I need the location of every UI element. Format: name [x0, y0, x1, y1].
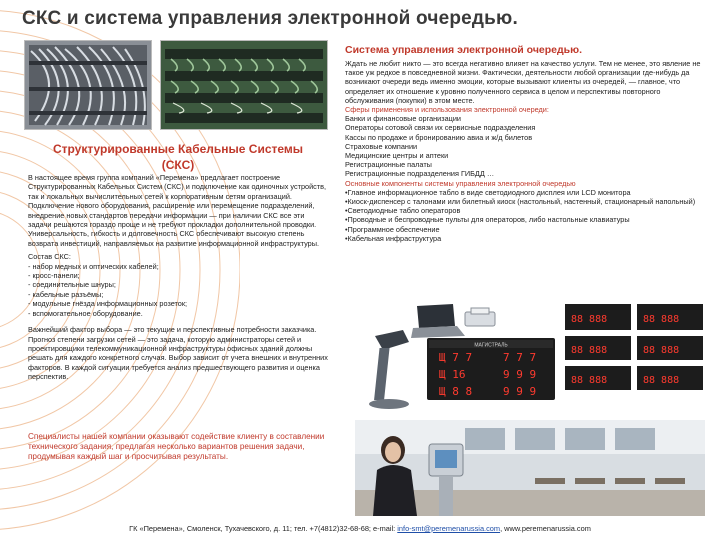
queue-heading: Система управления электронной очередью. — [345, 44, 583, 56]
sks-note: Специалисты нашей компании оказывают содействие клиенту в составлении технического задания, предлагая несколько вариантов решения задачи, продумывая каждый шаг и просчитывая результаты. — [28, 432, 325, 462]
operator-displays — [565, 304, 703, 390]
list-item: Кассы по продаже и бронированию авиа и ж/д билетов — [345, 132, 533, 142]
list-item: Медицинские центры и аптеки — [345, 151, 449, 161]
footer-email-link[interactable]: info-smt@peremenarussia.com — [397, 524, 501, 533]
sks-description — [28, 173, 328, 386]
list-item: - модульные гнёзда информационных розеток; — [28, 299, 188, 309]
service-hall-photo — [355, 420, 705, 516]
queue-equipment-image — [345, 296, 707, 414]
svg-text:88 888: 88 888 — [571, 375, 608, 386]
list-item: •Программное обеспечение — [345, 224, 440, 234]
board-row-right: 9 9 9 — [503, 385, 537, 398]
svg-text:88 888: 88 888 — [643, 345, 680, 356]
main-display-board — [427, 338, 555, 400]
queue-spheres-title: Сферы применения и использования электронной очереди: — [345, 105, 549, 115]
list-item: Операторы сотовой связи их сервисные подразделения — [345, 123, 536, 133]
board-row-right: 7 7 7 — [503, 351, 537, 364]
footer-contacts — [0, 524, 720, 533]
board-header: МАГИСТРАЛЬ — [474, 342, 508, 349]
board-row-left: Щ 16 — [439, 368, 466, 381]
list-item: - кросс-панели; — [28, 271, 80, 281]
sks-factor: Важнейший фактор выбора — это текущие и перспективные потребности заказчика. Прогноз степени загрузки сетей — это задача, которую администраторы сетей и проектировщики телекоммуникационной инфраструктуры офисных зданий должны решать для каждого конкретного случая. Выбор зависит от учета внешних и внутренних факторов. В каждой ситуации требуется анализ предшествующего развития и оценка перспектив. — [28, 325, 328, 382]
patch-panel-photo — [160, 40, 328, 130]
list-item: Регистрационные подразделения ГИБДД … — [345, 169, 495, 179]
list-item: - набор медных и оптических кабелей; — [28, 261, 159, 271]
sks-subtitle-line2: (СКС) — [161, 158, 195, 172]
svg-text:88 888: 88 888 — [643, 314, 680, 325]
list-item: - кабельные разъёмы; — [28, 289, 104, 299]
sks-components-list — [28, 262, 328, 318]
svg-text:88 888: 88 888 — [571, 314, 608, 325]
board-row-left: Щ 7 7 — [439, 351, 473, 364]
queue-description — [345, 59, 710, 243]
page-title: СКС и система управления электронной очередью. — [22, 8, 518, 29]
sks-subtitle — [28, 141, 328, 173]
svg-text:88 888: 88 888 — [571, 345, 608, 356]
sks-subtitle-line1: Структурированные Кабельные Системы — [52, 142, 304, 156]
list-item: - вспомогательное оборудование. — [28, 308, 143, 318]
kiosk-icon — [369, 330, 409, 409]
printer-icon — [465, 308, 495, 326]
list-item: •Главное информационное табло в виде светодиодного дисплея или LCD монитора — [345, 187, 631, 197]
list-item: •Светодиодные табло операторов — [345, 206, 461, 216]
list-item: Банки и финансовые организации — [345, 114, 461, 124]
list-item: •Проводные и беспроводные пульты для операторов, либо настольные клавиатуры — [345, 215, 630, 225]
board-row-left: Щ 8 8 — [439, 385, 473, 398]
queue-intro: Ждать не любит никто — это всегда негативно влияет на качество услуги. Тем не менее, это явление не такое уж редкое в повседневной жизни. Фактически, деятельности любой организации где-нибудь да возникают очереди ведь именно эмоции, которые вызывают клиенты из очередей, — главное, что определяет их отношение к уровню полученного сервиса в целом и перспективы повторного обслуживания (покупки) в этом месте. — [345, 59, 701, 105]
cable-rack-photo — [24, 40, 152, 130]
list-item: - соединительные шнуры; — [28, 280, 116, 290]
list-item: •Киоск-диспенсер с талонами или билетный киоск (настольный, настенный, стационарный напольный) — [345, 197, 696, 207]
list-item: Страховые компании — [345, 141, 418, 151]
board-row-right: 9 9 9 — [503, 368, 537, 381]
footer-site: , www.peremenarussia.com — [500, 524, 591, 533]
sks-intro: В настоящее время группа компаний «Перемена» предлагает построение Структурированных Кабельных Систем (СКС) и подключение как одиночных устройств, так и локальных вычислительных сетей к корпоративным сетям организаций. Подключение нового оборудования, расширение или перемещение подразделений, внедрение новых стандартов передачи информации — при наличии СКС все эти задачи решаются гораздо проще и не требуют прокладки дополнительной проводки. Универсальность, гибкость и долговечность СКС обеспечивают высокую степень возврата инвестиций, направляемых на развитие информационной инфраструктуры. — [28, 173, 327, 248]
sks-components-title: Состав СКС: — [28, 252, 71, 262]
list-item: Регистрационные палаты — [345, 160, 432, 170]
queue-components-title: Основные компоненты системы управления электронной очередью — [345, 178, 576, 188]
svg-text:88 888: 88 888 — [643, 375, 680, 386]
laptop-icon — [411, 304, 465, 338]
footer-text: ГК «Перемена», Смоленск, Тухачевского, д. 11; тел. +7(4812)32-68-68; e-mail: — [129, 524, 398, 533]
list-item: •Кабельная инфраструктура — [345, 233, 442, 243]
